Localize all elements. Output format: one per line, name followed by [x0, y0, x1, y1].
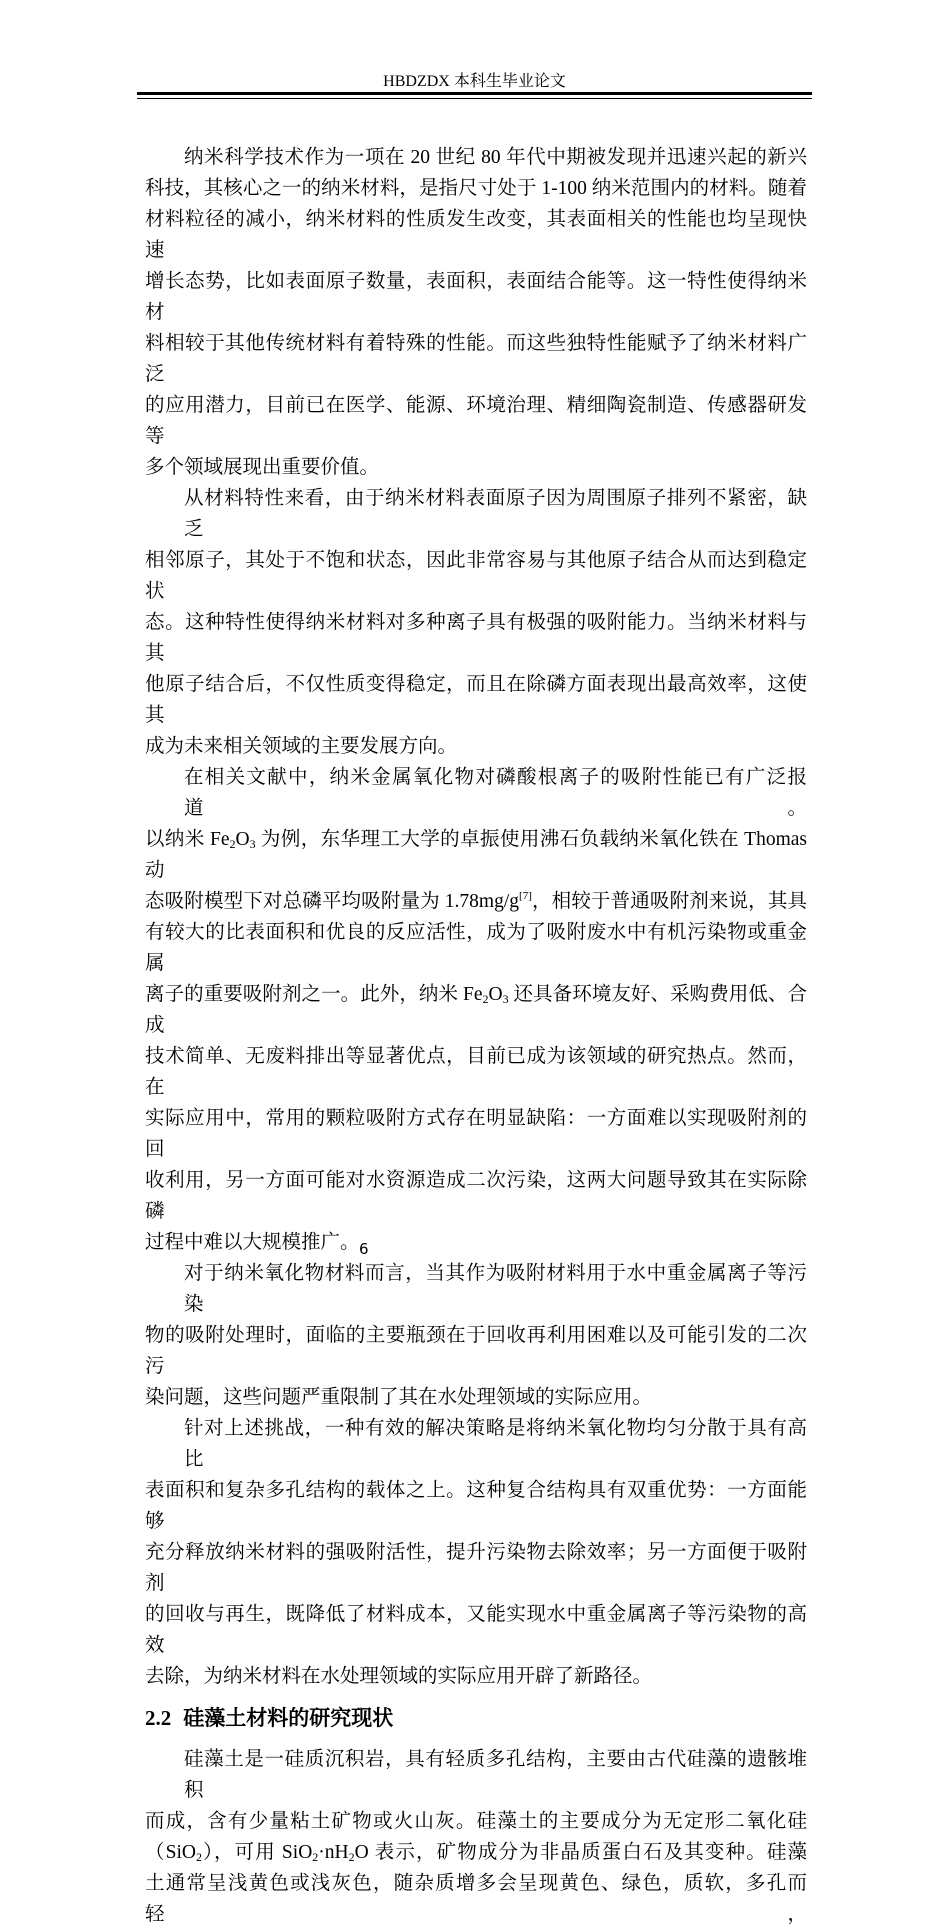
text-line: [145, 607, 807, 669]
text-run: 表面积和复杂多孔结构的载体之上。这种复合结构具有双重优势：一方面能够: [145, 1480, 807, 1532]
text-run: 过程中难以大规模推广。: [145, 1232, 360, 1253]
text-line: [145, 1320, 807, 1382]
page-number: 6: [359, 1240, 369, 1258]
text-line: [145, 762, 807, 824]
paragraph: [145, 483, 807, 762]
text-line: [145, 1837, 807, 1868]
text-run: ），可用 SiO: [201, 1842, 313, 1863]
text-line: [145, 266, 807, 328]
text-run: ·nH: [318, 1842, 349, 1863]
text-line: [145, 545, 807, 607]
subscript: 2: [482, 992, 489, 1006]
page-header: HBDZDX 本科生毕业论文: [383, 73, 566, 90]
body-text-section: [145, 142, 807, 1692]
text-run: 多个领域展现出重要价值。: [145, 457, 380, 478]
text-line: [145, 669, 807, 731]
text-run: 有较大的比表面积和优良的反应活性，成为了吸附废水中有机污染物或重金属: [145, 922, 807, 974]
text-run: 收利用，另一方面可能对水资源造成二次污染，这两大问题导致其在实际除磷: [145, 1170, 807, 1222]
text-run: O: [235, 829, 250, 850]
text-run: 态吸附模型下对总磷平均吸附量为 1.78mg/g: [145, 891, 520, 912]
text-line: [145, 1475, 807, 1537]
text-line: [145, 1868, 807, 1930]
subscript: 2: [229, 837, 236, 851]
text-line: [145, 142, 807, 173]
section-title: 硅藻土材料的研究现状: [183, 1706, 394, 1730]
text-line: [145, 328, 807, 390]
subscript: 2: [312, 1850, 319, 1864]
text-run: 他原子结合后，不仅性质变得稳定，而且在除磷方面表现出最高效率，这使其: [145, 674, 807, 726]
text-line: [145, 886, 807, 917]
text-run: 为例，东华理工大学的卓振使用沸石负载纳米氧化铁在 Thomas 动: [145, 829, 807, 881]
text-line: [145, 979, 807, 1041]
text-run: 对于纳米氧化物材料而言，当其作为吸附材料用于水中重金属离子等污染: [184, 1263, 807, 1315]
section-number: 2.2: [145, 1706, 172, 1730]
text-line: [145, 452, 807, 483]
text-run: ，相较于普通吸附剂来说，其具: [531, 891, 807, 912]
text-line: [145, 824, 807, 886]
page-body: [145, 142, 807, 1930]
text-line: [145, 1227, 807, 1258]
paragraph: [145, 762, 807, 1258]
text-line: [145, 1103, 807, 1165]
text-run: 相邻原子，其处于不饱和状态，因此非常容易与其他原子结合从而达到稳定状: [145, 550, 807, 602]
text-run: 离子的重要吸附剂之一。此外，纳米 Fe: [145, 984, 483, 1005]
text-run: 成为未来相关领域的主要发展方向。: [145, 736, 458, 757]
text-line: [145, 1258, 807, 1320]
text-run: 充分释放纳米材料的强吸附活性，提升污染物去除效率；另一方面便于吸附剂: [145, 1542, 807, 1594]
section-heading: [145, 1702, 807, 1734]
paragraph: [145, 1744, 807, 1930]
text-line: [145, 1413, 807, 1475]
text-line: [145, 483, 807, 545]
text-line: [145, 731, 807, 762]
text-run: 态。这种特性使得纳米材料对多种离子具有极强的吸附能力。当纳米材料与其: [145, 612, 807, 664]
subscript: 3: [502, 992, 509, 1006]
text-run: （SiO: [145, 1842, 196, 1863]
subscript: 2: [348, 1850, 355, 1864]
paragraph: [145, 1258, 807, 1413]
text-line: [145, 1537, 807, 1599]
text-run: 料相较于其他传统材料有着特殊的性能。而这些独特性能赋予了纳米材料广泛: [145, 333, 807, 385]
text-line: [145, 917, 807, 979]
text-line: [145, 1806, 807, 1837]
paragraph: [145, 142, 807, 483]
text-line: [145, 173, 807, 204]
text-run: 纳米科学技术作为一项在 20 世纪 80 年代中期被发现并迅速兴起的新兴: [184, 147, 807, 168]
text-run: O 表示，矿物成分为非晶质蛋白石及其变种。硅藻: [354, 1842, 807, 1863]
text-line: [145, 1165, 807, 1227]
text-run: 科技，其核心之一的纳米材料，是指尺寸处于 1-100 纳米范围内的材料。随着: [145, 178, 807, 199]
text-run: 硅藻土是一硅质沉积岩，具有轻质多孔结构，主要由古代硅藻的遗骸堆积: [184, 1749, 807, 1801]
text-line: [145, 204, 807, 266]
text-run: O: [488, 984, 503, 1005]
paragraph: [145, 1413, 807, 1692]
text-run: 以纳米 Fe: [145, 829, 230, 850]
text-run: 增长态势，比如表面原子数量，表面积，表面结合能等。这一特性使得纳米材: [145, 271, 807, 323]
text-run: 的回收与再生，既降低了材料成本，又能实现水中重金属离子等污染物的高效: [145, 1604, 807, 1656]
text-line: [145, 1382, 807, 1413]
body-text-section: [145, 1744, 807, 1930]
text-run: 还具备环境友好、采购费用低、合成: [145, 984, 807, 1036]
text-line: [145, 1599, 807, 1661]
text-run: 材料粒径的减小，纳米材料的性质发生改变，其表面相关的性能也均呈现快速: [145, 209, 807, 261]
text-run: 针对上述挑战，一种有效的解决策略是将纳米氧化物均匀分散于具有高比: [184, 1418, 807, 1470]
text-run: 染问题，这些问题严重限制了其在水处理领域的实际应用。: [145, 1387, 653, 1408]
text-line: [145, 390, 807, 452]
text-run: 从材料特性来看，由于纳米材料表面原子因为周围原子排列不紧密，缺乏: [184, 488, 807, 540]
text-run: 物的吸附处理时，面临的主要瓶颈在于回收再利用困难以及可能引发的二次污: [145, 1325, 807, 1377]
citation-superscript: [7]: [519, 890, 532, 902]
subscript: 2: [195, 1850, 202, 1864]
text-run: 土通常呈浅黄色或浅灰色，随杂质增多会呈现黄色、绿色，质软，多孔而轻，: [145, 1873, 807, 1925]
text-run: 在相关文献中，纳米金属氧化物对磷酸根离子的吸附性能已有广泛报道。: [184, 767, 807, 819]
text-line: [145, 1041, 807, 1103]
text-run: 去除，为纳米材料在水处理领域的实际应用开辟了新路径。: [145, 1666, 653, 1687]
text-run: 的应用潜力，目前已在医学、能源、环境治理、精细陶瓷制造、传感器研发等: [145, 395, 807, 447]
text-run: 实际应用中，常用的颗粒吸附方式存在明显缺陷：一方面难以实现吸附剂的回: [145, 1108, 807, 1160]
text-run: 技术简单、无废料排出等显著优点，目前已成为该领域的研究热点。然而，在: [145, 1046, 807, 1098]
subscript: 3: [249, 837, 256, 851]
header-double-rule: [137, 92, 812, 99]
text-run: 而成，含有少量粘土矿物或火山灰。硅藻土的主要成分为无定形二氧化硅: [145, 1811, 807, 1832]
text-line: [145, 1744, 807, 1806]
text-line: [145, 1661, 807, 1692]
